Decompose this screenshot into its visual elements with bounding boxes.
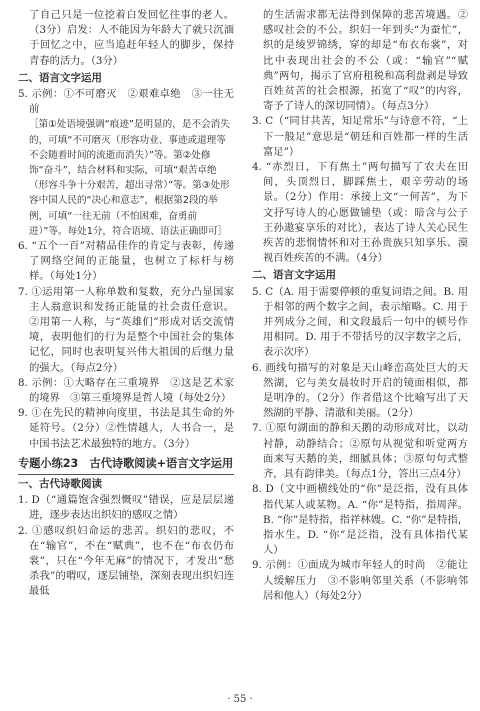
- title-divider: [18, 474, 234, 475]
- paragraph: 5. C（A. 用于需要停顿的重复词语之间。B. 用于相邻的两个数字之间，表示缩略。C. 用于并列成分之间，和文段最后一句中的顿号作用相同。D. 用于不带括号的汉字数字之后，表示次序）: [252, 285, 468, 359]
- paragraph: 的生活需求都无法得到保障的悲苦境遇。②感叹社会的不公。织妇一年到头“为蚕忙”，织的是绫罗锦绣，穿的却是“布衣布裳”，对比中表现出社会的不公（或：“输官”“赋典”两句，揭示了官府租税和高利盘剥是导致百姓贫苦的社会根源，拓宽了“叹”的内容，寄予了诗人的深切同情）。（每点3分）: [263, 9, 468, 113]
- right-column: [252, 8, 468, 604]
- paragraph: 1. D（“通篇饱含强烈慨叹”错误，应是层层递进，逐步表达出织妇的感叹之情）: [18, 494, 234, 522]
- paragraph: 3. C（“同甘共苦，知足常乐”与诗意不符，“上下一般足”意思是“朝廷和百姓都一样的生活富足”）: [252, 115, 468, 158]
- section-heading: 一、古代诗歌阅读: [18, 477, 102, 490]
- paragraph: 7. ①运用第一人称单数和复数，充分凸显国家主人翁意识和发扬正能量的社会责任意识。②用第一人称，与“英雄们”形成对话交流情境，表明他们的行为是整个中国社会的集体记忆，同时也表明复兴伟大祖国的后继力量的强大。（每点2分）: [18, 285, 234, 374]
- paragraph: 9. ①在先民的精神向度里，书法是其生命的外延符号。（2分）②性情越人，人书合一，是中国书法艺术最独特的地方。（3分）: [18, 407, 234, 450]
- section-heading: 二、语言文字运用: [18, 71, 102, 84]
- paragraph: 6. “五个一百”对精品佳作的肯定与表彰，传递了网络空间的正能量，也树立了标杆与榜样。（每处1分）: [18, 240, 234, 283]
- paragraph: 6. 画线句描写的对象是天山峰峦高处巨大的天然湖，它与美女晨妆时开启的镜面相似，都是明净的。（2分）作者借这个比喻写出了天然湖的平静、清澈和美丽。（2分）: [252, 361, 468, 420]
- paragraph: 2. ①感叹织妇命运的悲苦。织妇的悲叹，不在“输官”，不在“赋典”，也不在“布衣仍布裳”，只在“今年无麻”的情况下，才发出“愁杀我”的喟叹，逐层铺垫，深刻表现出织妇连最低: [18, 524, 234, 598]
- paragraph: 8. 示例：①大略存在三重境界 ②这是艺术家的境界 ③第三重境界是哲人境（每处2分）: [18, 376, 234, 405]
- paragraph: 7. ①原句湖面的静和天鹅的动形成对比，以动衬静，动静结合；②原句从视觉和听觉两方面来写天鹅的美，细腻具体；③原句句式整齐，具有韵律美。（每点1分，答出三点4分）: [252, 422, 468, 481]
- page-number: · 55 ·: [227, 694, 253, 705]
- paragraph: 5. 示例：①不可磨灭 ②艰难卓绝 ③一往无前: [18, 88, 234, 116]
- paragraph: 9. 示例：①面成为城市年轻人的时尚 ②能让人缓解压力 ③不影响邻里关系（不影响邻居和他人）（每处2分）: [252, 559, 468, 602]
- paragraph: 4. “赤烈日，下有焦土”两句描写了农夫在田间，头顶烈日，脚踩焦土，艰辛劳动的场景。（2分）作用：承接上文“一何苦”，为下文抒写诗人的心愿做铺垫（或：暗含与公子王孙遨宴享乐的对比），表达了诗人关心民生疾苦的悲悯情怀和对王孙贵族只知享乐、漠视百姓疾苦的不满。（4分）: [252, 161, 468, 265]
- left-column: [18, 8, 234, 600]
- paragraph: 8. D（文中画横线处的“你”是泛指，没有具体指代某人或某物。A. “你”是特指，指周萍。B. “你”是特指，指祥林嫂。C. “你”是特指，指水生。D. “你”是泛指，没有具体指代某人）: [252, 483, 468, 557]
- answer-note: ［第①处语境强调“痕迹”是明显的，是不会消失的，可填“不可磨灭（形容功业、事迹或道理等不会随着时间的流逝而消失）”等。第②处修饰“奋斗”，结合材料和实际，可填“艰苦卓绝（形容斗争十分艰苦，超出寻常）”等。第③处形容中国人民的“决心和意志”，根据第2段的举例，可填“一往无前（不怕困难，奋勇前进）”等。每处1分，符合语境、语法正确即可］: [29, 119, 230, 237]
- topic-title: 专题小练23 古代诗歌阅读+语言文字运用: [18, 456, 234, 470]
- paragraph: 了自己只是一位挖着白发回忆往事的老人。（3分）启发：人不能因为年龄大了就只沉湎于回忆之中，应当追赶年轻人的脚步，保持青春的活力。（3分）: [29, 9, 234, 67]
- section-heading: 二、语言文字运用: [252, 269, 336, 282]
